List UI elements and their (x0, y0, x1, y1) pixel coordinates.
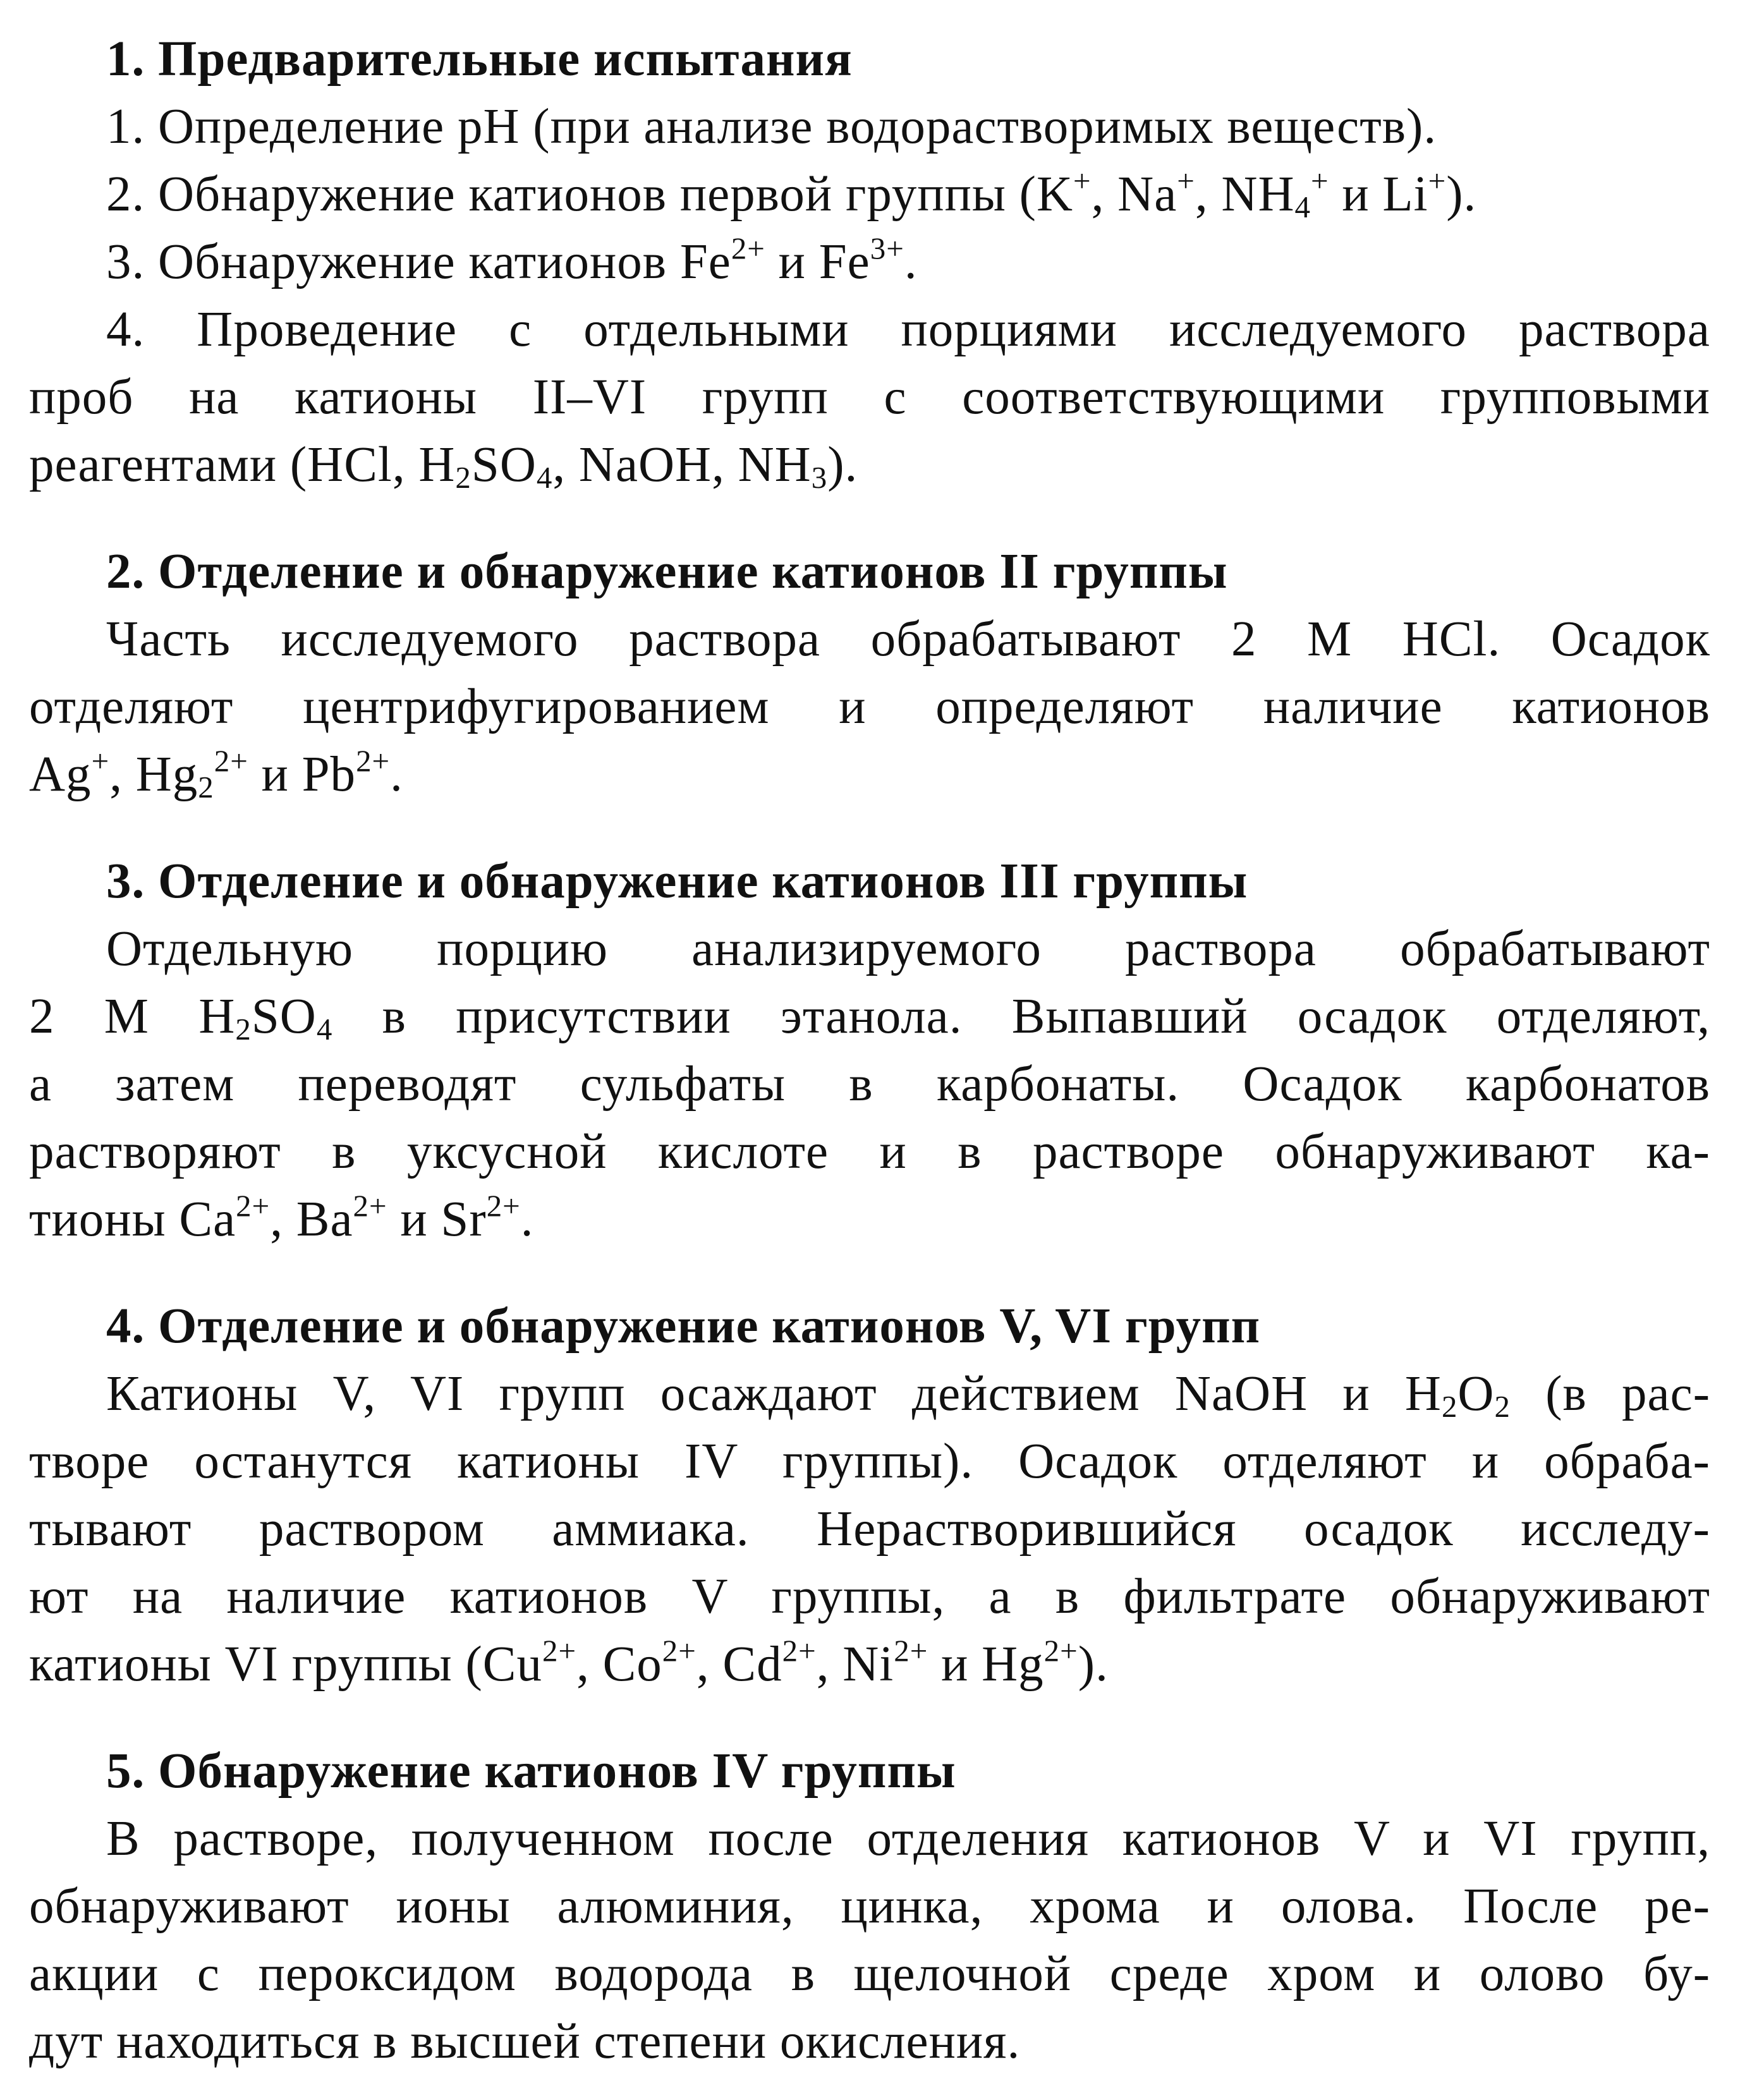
section-heading: 4. Отделение и обнаружение катионов V, VI групп (106, 1299, 1261, 1354)
text-line: тывают раствором аммиака. Нерастворившийся осадок исследу- (29, 1502, 1710, 1557)
section-heading: 5. Обнаружение катионов IV группы (106, 1744, 956, 1799)
text-line: 2 М $H_2SO_4$ в присутствии этанола. Выпавший осадок отделяют, (29, 989, 1710, 1047)
text-line: 4. Проведение с отдельными порциями исследуемого раствора (106, 302, 1710, 357)
text-line: Часть исследуемого раствора обрабатывают 2 М HCl. Осадок (106, 612, 1710, 667)
text-line: В растворе, полученном после отделения катионов V и VI групп, (106, 1811, 1710, 1866)
text-line: дут находиться в высшей степени окисления. (29, 2014, 1021, 2069)
text-line: 3. Обнаружение катионов $Fe^{2+}$ и $Fe^{3+}$. (106, 231, 918, 289)
text-line: растворяют в уксусной кислоте и в растворе обнаруживают ка- (29, 1124, 1710, 1179)
text-line: тионы $Ca^{2+}$, $Ba^{2+}$ и $Sr^{2+}$. (29, 1188, 534, 1247)
text-line: 1. Определение рН (при анализе водорастворимых веществ). (106, 99, 1437, 154)
section-preliminary-tests (29, 25, 1710, 499)
text-line: отделяют центрифугированием и определяют наличие катионов (29, 679, 1710, 734)
text-line: Катионы V, VI групп осаждают действием NaOH и $H_2O_2$ (в рас- (106, 1366, 1710, 1424)
section-group-5-6 (29, 1292, 1710, 1698)
document-page (29, 25, 1710, 2075)
section-heading: 1. Предварительные испытания (106, 32, 853, 87)
text-line: ют на наличие катионов V группы, а в фильтрате обнаруживают (29, 1569, 1710, 1624)
text-line: а затем переводят сульфаты в карбонаты. Осадок карбонатов (29, 1057, 1710, 1112)
text-line: 2. Обнаружение катионов первой группы (K+, Na+, $NH_4^+$ и Li+). (106, 163, 1477, 224)
text-line: реагентами (HCl, $H_2SO_4$, NaOH, $NH_3$). (29, 437, 858, 495)
section-heading: 3. Отделение и обнаружение катионов III группы (106, 854, 1248, 909)
text-line: творе останутся катионы IV группы). Осадок отделяют и обраба- (29, 1434, 1710, 1489)
section-heading: 2. Отделение и обнаружение катионов II группы (106, 544, 1228, 599)
text-line: акции с пероксидом водорода в щелочной среде хром и олово бу- (29, 1946, 1710, 2001)
text-line: Ag+, $Hg_2^{2+}$ и $Pb^{2+}$. (29, 743, 403, 805)
text-line: проб на катионы II–VI групп с соответствующими групповыми (29, 370, 1710, 425)
text-line: обнаруживают ионы алюминия, цинка, хрома и олова. После ре- (29, 1879, 1710, 1934)
text-line: катионы VI группы ($Cu^{2+}$, $Co^{2+}$, $Cd^{2+}$, $Ni^{2+}$ и $Hg^{2+}$). (29, 1633, 1109, 1692)
section-group-2 (29, 538, 1710, 808)
section-group-4 (29, 1737, 1710, 2075)
section-group-3 (29, 847, 1710, 1253)
text-line: Отдельную порцию анализируемого раствора обрабатывают (106, 921, 1710, 976)
